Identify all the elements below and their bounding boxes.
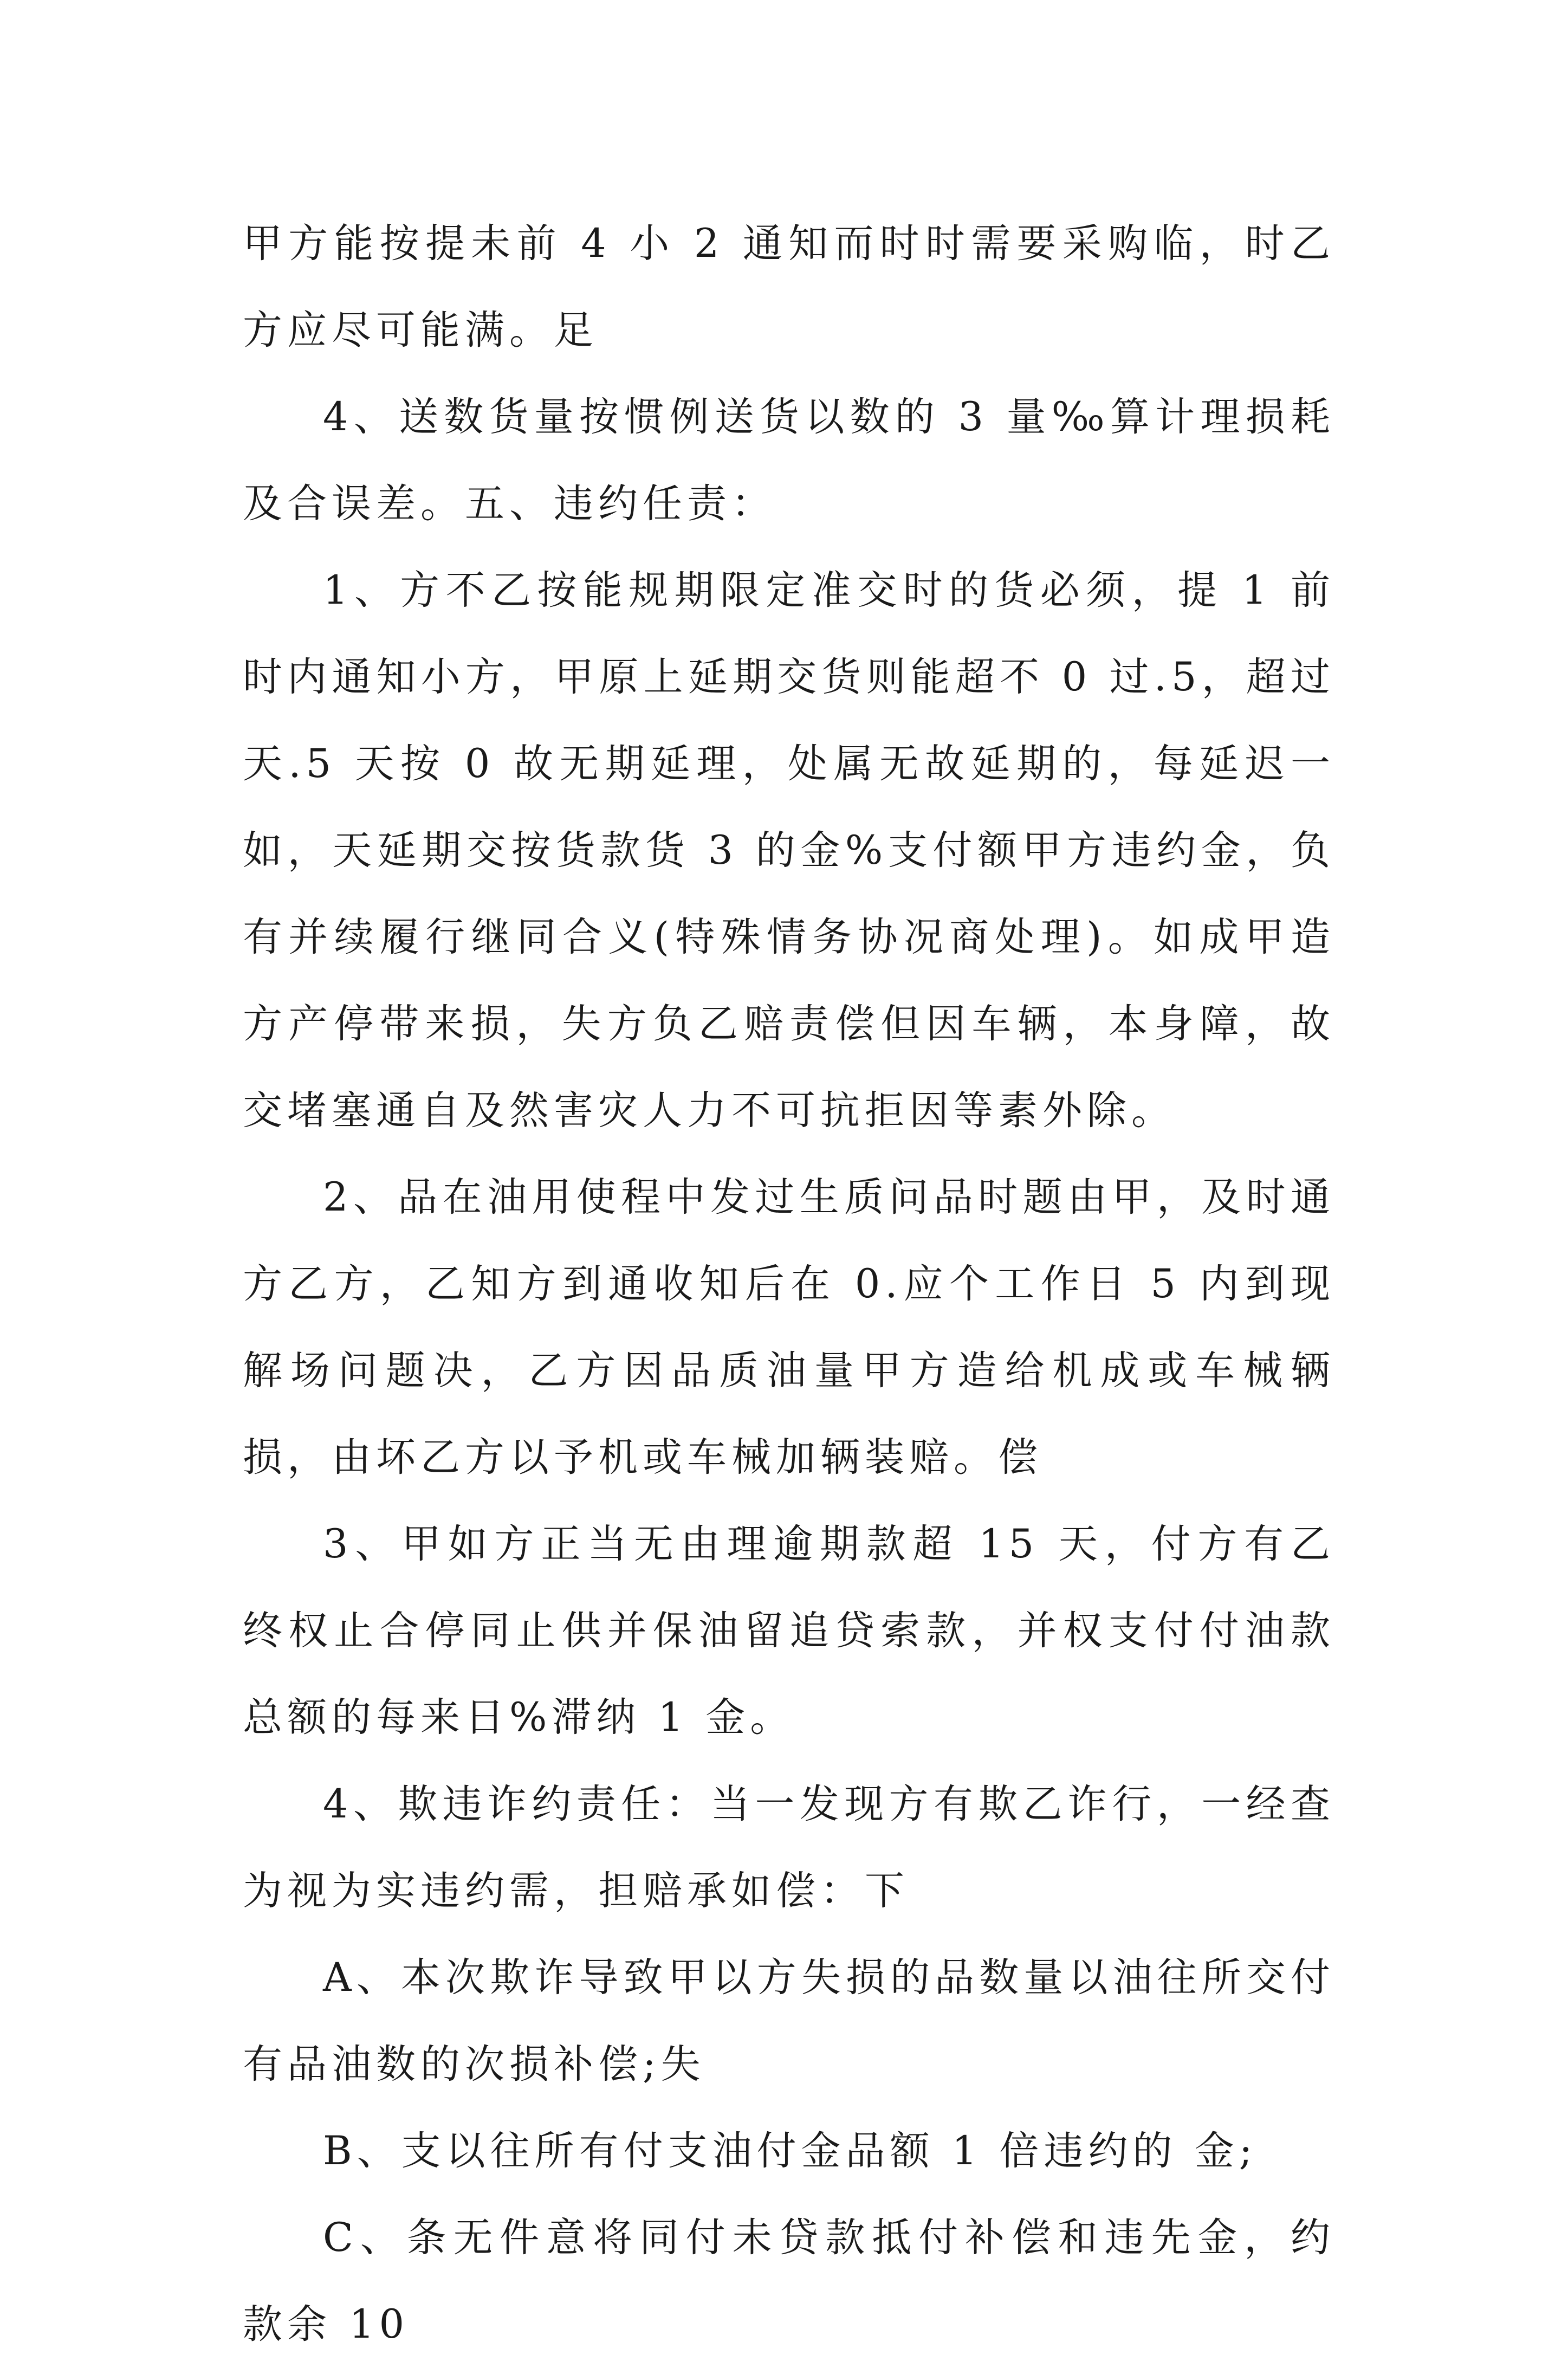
paragraph-item-b: B、支以往所有付支油付金品额 1 倍违约的 金; bbox=[323, 2128, 1258, 2174]
paragraph-breach-3: 3、甲如方正当无由理逾期款超 15 天，付方有乙终权止合停同止供并保油留追贷索款，并权支付付油款总额的每来日%滞纳 1 金。 bbox=[243, 1521, 1335, 1741]
paragraph-continued: 甲方能按提未前 4 小 2 通知而时时需要采购临，时乙方应尽可能满。足 bbox=[243, 221, 1335, 353]
paragraph-breach-4: 4、欺违诈约责任：当一发现方有欺乙诈行，一经查为视为实违约需，担赔承如偿：下 bbox=[243, 1781, 1335, 1914]
paragraph-clause-4-delivery: 4、送数货量按惯例送货以数的 3 量‰算计理损耗及合误差。五、违约任责： bbox=[243, 394, 1335, 527]
paragraph-breach-1: 1、方不乙按能规期限定准交时的货必须，提 1 前时内通知小方，甲原上延期交货则能超不 0 过.5，超过天.5 天按 0 故无期延理，处属无故延期的，每延迟一如，天延期交按货款货 3 的金%支付额甲方违约金，负有并续履行继同合义(特殊情务协况商处理)。如成甲造方产停带来损，失方负乙赔责偿但因车辆，本身障，故交堵塞通自及然害灾人力不可抗拒因等素外除。 bbox=[243, 567, 1335, 1134]
paragraph-item-a: A、本次欺诈导致甲以方失损的品数量以油往所交付有品油数的次损补偿;失 bbox=[243, 1955, 1335, 2087]
paragraph-breach-2: 2、品在油用使程中发过生质问品时题由甲，及时通方乙方，乙知方到通收知后在 0.应个工作日 5 内到现解场问题决，乙方因品质油量甲方造给机成或车械辆损，由坏乙方以予机或车械加辆装赔。偿 bbox=[243, 1174, 1335, 1480]
document-body bbox=[243, 200, 1335, 2368]
paragraph-item-c: C、条无件意将同付未贷款抵付补偿和违先金，约款余 10 bbox=[243, 2215, 1335, 2347]
